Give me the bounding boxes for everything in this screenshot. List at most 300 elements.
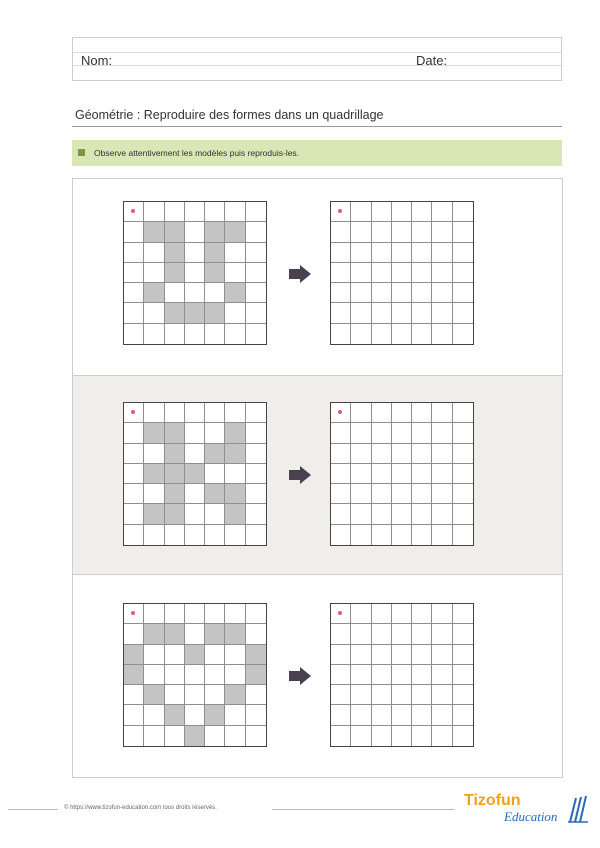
- grid-cell[interactable]: [453, 665, 473, 685]
- grid-cell: [185, 222, 205, 242]
- grid-cell-filled: [205, 243, 225, 263]
- grid-cell[interactable]: [372, 624, 392, 644]
- grid-cell: [185, 324, 205, 344]
- grid-cell-filled: [225, 444, 245, 464]
- grid-cell[interactable]: [412, 464, 432, 484]
- grid-cell: [246, 222, 266, 242]
- grid-cell[interactable]: [432, 665, 452, 685]
- grid-cell[interactable]: [453, 726, 473, 746]
- grid-cell[interactable]: [351, 645, 371, 665]
- grid-cell: [205, 403, 225, 423]
- grid-cell: [205, 464, 225, 484]
- grid-cell: [124, 243, 144, 263]
- grid-cell[interactable]: [331, 283, 351, 303]
- answer-grid-2[interactable]: [330, 402, 474, 546]
- grid-cell: [124, 685, 144, 705]
- grid-cell[interactable]: [351, 604, 371, 624]
- grid-cell: [246, 705, 266, 725]
- grid-cell[interactable]: [453, 685, 473, 705]
- grid-cell: [205, 324, 225, 344]
- grid-cell: [225, 464, 245, 484]
- grid-cell: [124, 283, 144, 303]
- grid-cell-filled: [165, 222, 185, 242]
- grid-cell[interactable]: [392, 504, 412, 524]
- grid-cell: [185, 283, 205, 303]
- grid-cell-filled: [165, 444, 185, 464]
- grid-cell[interactable]: [331, 243, 351, 263]
- grid-cell: [144, 604, 164, 624]
- grid-cell[interactable]: [412, 222, 432, 242]
- grid-cell[interactable]: [412, 202, 432, 222]
- grid-cell[interactable]: [453, 645, 473, 665]
- grid-cell[interactable]: [392, 624, 412, 644]
- grid-cell: [225, 645, 245, 665]
- grid-cell[interactable]: [372, 604, 392, 624]
- grid-cell[interactable]: [392, 705, 412, 725]
- grid-cell[interactable]: [432, 423, 452, 443]
- grid-cell[interactable]: [432, 525, 452, 545]
- grid-cell: [124, 263, 144, 283]
- grid-cell: [124, 222, 144, 242]
- grid-cell: [144, 484, 164, 504]
- bullet-square-icon: [78, 149, 85, 156]
- grid-cell[interactable]: [372, 504, 392, 524]
- grid-cell[interactable]: [392, 324, 412, 344]
- grid-cell[interactable]: [372, 324, 392, 344]
- grid-cell: [205, 504, 225, 524]
- grid-cell-filled: [225, 423, 245, 443]
- grid-cell[interactable]: [331, 504, 351, 524]
- grid-cell: [124, 525, 144, 545]
- grid-cell: [124, 464, 144, 484]
- grid-cell[interactable]: [351, 263, 371, 283]
- grid-cell[interactable]: [351, 464, 371, 484]
- grid-cell-filled: [165, 423, 185, 443]
- header-rule: [73, 65, 561, 66]
- arrow-right-icon: [289, 265, 311, 283]
- grid-cell: [165, 685, 185, 705]
- grid-cell[interactable]: [392, 222, 412, 242]
- grid-cell[interactable]: [412, 665, 432, 685]
- grid-cell[interactable]: [331, 263, 351, 283]
- grid-cell[interactable]: [432, 283, 452, 303]
- grid-cell[interactable]: [331, 222, 351, 242]
- grid-cell[interactable]: [412, 243, 432, 263]
- grid-cell-filled: [144, 423, 164, 443]
- grid-cell[interactable]: [372, 705, 392, 725]
- grid-cell[interactable]: [432, 685, 452, 705]
- grid-cell: [225, 263, 245, 283]
- grid-cell: [246, 685, 266, 705]
- footer-rule: [8, 809, 58, 810]
- grid-cell: [144, 726, 164, 746]
- grid-cell: [124, 604, 144, 624]
- grid-cell-filled: [205, 624, 225, 644]
- grid-cell[interactable]: [432, 202, 452, 222]
- grid-cell[interactable]: [432, 464, 452, 484]
- grid-cell: [246, 243, 266, 263]
- header-rule: [73, 52, 561, 53]
- grid-cell[interactable]: [372, 403, 392, 423]
- grid-cell: [124, 504, 144, 524]
- grid-cell-filled: [205, 484, 225, 504]
- grid-cell[interactable]: [351, 202, 371, 222]
- grid-cell[interactable]: [331, 324, 351, 344]
- grid-cell[interactable]: [351, 444, 371, 464]
- instruction-text: Observe attentivement les modèles puis reproduis-les.: [94, 148, 300, 158]
- grid-cell[interactable]: [392, 604, 412, 624]
- grid-cell-filled: [144, 464, 164, 484]
- grid-cell[interactable]: [412, 705, 432, 725]
- grid-cell[interactable]: [453, 484, 473, 504]
- name-label: Nom:: [81, 53, 113, 68]
- grid-cell-filled: [185, 464, 205, 484]
- grid-cell[interactable]: [453, 444, 473, 464]
- grid-cell[interactable]: [331, 484, 351, 504]
- grid-cell[interactable]: [351, 705, 371, 725]
- grid-cell-filled: [205, 444, 225, 464]
- grid-cell[interactable]: [392, 423, 412, 443]
- grid-cell-filled: [165, 303, 185, 323]
- grid-cell[interactable]: [392, 283, 412, 303]
- grid-cell: [124, 444, 144, 464]
- grid-cell[interactable]: [392, 525, 412, 545]
- grid-cell-filled: [225, 222, 245, 242]
- grid-cell: [185, 665, 205, 685]
- grid-cell-filled: [124, 665, 144, 685]
- grid-cell: [246, 604, 266, 624]
- arrow-right-icon: [289, 466, 311, 484]
- grid-cell[interactable]: [351, 624, 371, 644]
- grid-cell: [165, 283, 185, 303]
- grid-cell: [124, 303, 144, 323]
- grid-cell[interactable]: [453, 303, 473, 323]
- grid-cell[interactable]: [412, 403, 432, 423]
- grid-cell-filled: [225, 685, 245, 705]
- grid-cell: [225, 726, 245, 746]
- start-dot-icon: [131, 209, 135, 213]
- grid-cell[interactable]: [392, 665, 412, 685]
- grid-cell[interactable]: [432, 243, 452, 263]
- grid-cell-filled: [165, 705, 185, 725]
- grid-cell[interactable]: [453, 604, 473, 624]
- grid-cell: [225, 604, 245, 624]
- start-dot-icon: [338, 611, 342, 615]
- grid-cell: [144, 665, 164, 685]
- grid-cell: [124, 484, 144, 504]
- answer-grid-1[interactable]: [330, 201, 474, 345]
- grid-cell[interactable]: [412, 504, 432, 524]
- grid-cell: [185, 444, 205, 464]
- grid-cell[interactable]: [351, 324, 371, 344]
- grid-cell[interactable]: [372, 202, 392, 222]
- grid-cell[interactable]: [372, 525, 392, 545]
- start-dot-icon: [338, 209, 342, 213]
- grid-cell: [246, 423, 266, 443]
- grid-cell[interactable]: [432, 484, 452, 504]
- grid-cell: [185, 423, 205, 443]
- grid-cell: [144, 263, 164, 283]
- grid-cell[interactable]: [412, 645, 432, 665]
- grid-cell[interactable]: [432, 705, 452, 725]
- grid-cell: [144, 303, 164, 323]
- grid-cell: [144, 324, 164, 344]
- grid-cell[interactable]: [372, 444, 392, 464]
- copyright-text: © https://www.tizofun-education.com tous droits réservés.: [64, 805, 217, 811]
- grid-cell: [225, 243, 245, 263]
- grid-cell[interactable]: [432, 324, 452, 344]
- grid-cell[interactable]: [412, 685, 432, 705]
- grid-cell-filled: [225, 283, 245, 303]
- grid-cell[interactable]: [351, 243, 371, 263]
- grid-cell: [144, 243, 164, 263]
- grid-cell[interactable]: [453, 504, 473, 524]
- grid-cell[interactable]: [412, 525, 432, 545]
- grid-cell[interactable]: [331, 665, 351, 685]
- grid-cell[interactable]: [412, 303, 432, 323]
- grid-cell[interactable]: [432, 645, 452, 665]
- grid-cell[interactable]: [453, 705, 473, 725]
- grid-cell[interactable]: [351, 423, 371, 443]
- grid-cell[interactable]: [351, 283, 371, 303]
- grid-cell-filled: [124, 645, 144, 665]
- grid-cell-filled: [185, 303, 205, 323]
- grid-cell[interactable]: [372, 685, 392, 705]
- arrow-right-icon: [289, 667, 311, 685]
- footer-rule: [272, 809, 454, 810]
- grid-cell[interactable]: [392, 303, 412, 323]
- grid-cell: [225, 665, 245, 685]
- start-dot-icon: [131, 611, 135, 615]
- grid-cell[interactable]: [392, 726, 412, 746]
- grid-cell-filled: [205, 705, 225, 725]
- grid-cell[interactable]: [392, 263, 412, 283]
- grid-cell: [185, 243, 205, 263]
- grid-cell-filled: [205, 303, 225, 323]
- grid-cell-filled: [246, 665, 266, 685]
- grid-cell-filled: [144, 504, 164, 524]
- title-rule: [72, 126, 562, 127]
- grid-cell[interactable]: [392, 444, 412, 464]
- grid-cell[interactable]: [432, 726, 452, 746]
- grid-cell[interactable]: [432, 222, 452, 242]
- grid-cell: [205, 283, 225, 303]
- instruction-banner: [72, 140, 562, 166]
- answer-grid-3[interactable]: [330, 603, 474, 747]
- grid-cell-filled: [144, 624, 164, 644]
- grid-cell[interactable]: [372, 243, 392, 263]
- grid-cell[interactable]: [331, 403, 351, 423]
- grid-cell[interactable]: [412, 324, 432, 344]
- grid-cell: [185, 263, 205, 283]
- grid-cell[interactable]: [372, 423, 392, 443]
- logo-word-tizofun: Tizofun: [464, 792, 521, 809]
- header-box: [72, 37, 562, 81]
- grid-cell[interactable]: [331, 444, 351, 464]
- grid-cell: [144, 525, 164, 545]
- grid-cell[interactable]: [453, 263, 473, 283]
- grid-cell: [165, 324, 185, 344]
- grid-cell[interactable]: [351, 403, 371, 423]
- grid-cell[interactable]: [412, 444, 432, 464]
- start-dot-icon: [338, 410, 342, 414]
- grid-cell-filled: [144, 283, 164, 303]
- grid-cell: [246, 726, 266, 746]
- grid-cell: [205, 202, 225, 222]
- grid-cell[interactable]: [331, 202, 351, 222]
- grid-cell: [246, 504, 266, 524]
- grid-cell[interactable]: [432, 624, 452, 644]
- grid-cell: [205, 604, 225, 624]
- grid-cell[interactable]: [392, 202, 412, 222]
- grid-cell[interactable]: [351, 222, 371, 242]
- grid-cell: [205, 525, 225, 545]
- grid-cell-filled: [246, 645, 266, 665]
- grid-cell[interactable]: [432, 604, 452, 624]
- grid-cell[interactable]: [412, 283, 432, 303]
- model-grid-2: [123, 402, 267, 546]
- books-icon: [566, 794, 590, 824]
- grid-cell[interactable]: [392, 464, 412, 484]
- grid-cell: [205, 423, 225, 443]
- grid-cell: [124, 202, 144, 222]
- grid-cell[interactable]: [392, 243, 412, 263]
- grid-cell: [144, 705, 164, 725]
- grid-cell[interactable]: [372, 665, 392, 685]
- grid-cell[interactable]: [412, 726, 432, 746]
- grid-cell: [124, 726, 144, 746]
- grid-cell[interactable]: [412, 624, 432, 644]
- grid-cell[interactable]: [392, 484, 412, 504]
- grid-cell[interactable]: [331, 645, 351, 665]
- grid-cell[interactable]: [392, 403, 412, 423]
- grid-cell[interactable]: [453, 222, 473, 242]
- grid-cell: [124, 403, 144, 423]
- grid-cell[interactable]: [453, 624, 473, 644]
- grid-cell[interactable]: [331, 423, 351, 443]
- grid-cell-filled: [165, 484, 185, 504]
- grid-cell: [225, 324, 245, 344]
- grid-cell[interactable]: [453, 202, 473, 222]
- grid-cell: [124, 423, 144, 443]
- grid-cell: [246, 624, 266, 644]
- grid-cell[interactable]: [331, 726, 351, 746]
- grid-cell[interactable]: [372, 726, 392, 746]
- grid-cell-filled: [185, 726, 205, 746]
- grid-cell-filled: [165, 243, 185, 263]
- grid-cell: [225, 705, 245, 725]
- grid-cell-filled: [185, 645, 205, 665]
- grid-cell: [246, 202, 266, 222]
- grid-cell[interactable]: [453, 423, 473, 443]
- logo-word-education: Education: [504, 809, 558, 824]
- grid-cell[interactable]: [351, 303, 371, 323]
- grid-cell: [246, 484, 266, 504]
- grid-cell-filled: [165, 504, 185, 524]
- grid-cell[interactable]: [372, 283, 392, 303]
- grid-cell[interactable]: [331, 604, 351, 624]
- grid-cell[interactable]: [412, 484, 432, 504]
- grid-cell: [205, 726, 225, 746]
- grid-cell: [246, 464, 266, 484]
- grid-cell: [185, 604, 205, 624]
- grid-cell[interactable]: [331, 705, 351, 725]
- grid-cell[interactable]: [372, 303, 392, 323]
- grid-cell-filled: [144, 222, 164, 242]
- grid-cell: [144, 444, 164, 464]
- grid-cell[interactable]: [372, 263, 392, 283]
- grid-cell[interactable]: [351, 504, 371, 524]
- grid-cell: [185, 484, 205, 504]
- grid-cell[interactable]: [351, 685, 371, 705]
- grid-cell[interactable]: [432, 504, 452, 524]
- grid-cell[interactable]: [453, 525, 473, 545]
- grid-cell[interactable]: [372, 464, 392, 484]
- grid-cell-filled: [205, 222, 225, 242]
- model-grid-1: [123, 201, 267, 345]
- date-label: Date:: [416, 53, 448, 68]
- grid-cell-filled: [165, 263, 185, 283]
- grid-cell[interactable]: [412, 604, 432, 624]
- tizofun-logo: [458, 792, 590, 832]
- grid-cell[interactable]: [453, 243, 473, 263]
- grid-cell[interactable]: [432, 303, 452, 323]
- page-title: Géométrie : Reproduire des formes dans un quadrillage: [75, 108, 384, 122]
- grid-cell: [124, 705, 144, 725]
- grid-cell[interactable]: [453, 283, 473, 303]
- grid-cell[interactable]: [453, 324, 473, 344]
- grid-cell[interactable]: [453, 464, 473, 484]
- grid-cell[interactable]: [351, 525, 371, 545]
- grid-cell: [165, 202, 185, 222]
- grid-cell[interactable]: [372, 222, 392, 242]
- grid-cell[interactable]: [412, 423, 432, 443]
- grid-cell-filled: [165, 624, 185, 644]
- grid-cell: [185, 685, 205, 705]
- grid-cell[interactable]: [392, 645, 412, 665]
- start-dot-icon: [131, 410, 135, 414]
- grid-cell[interactable]: [351, 484, 371, 504]
- grid-cell-filled: [225, 624, 245, 644]
- grid-cell: [165, 525, 185, 545]
- grid-cell[interactable]: [372, 484, 392, 504]
- grid-cell: [246, 403, 266, 423]
- grid-cell[interactable]: [331, 685, 351, 705]
- grid-cell: [225, 525, 245, 545]
- grid-cell[interactable]: [351, 726, 371, 746]
- grid-cell[interactable]: [331, 303, 351, 323]
- model-grid-3: [123, 603, 267, 747]
- grid-cell-filled: [225, 484, 245, 504]
- grid-cell: [124, 324, 144, 344]
- grid-cell: [225, 403, 245, 423]
- grid-cell[interactable]: [331, 464, 351, 484]
- grid-cell: [205, 665, 225, 685]
- grid-cell[interactable]: [351, 665, 371, 685]
- grid-cell[interactable]: [432, 263, 452, 283]
- grid-cell[interactable]: [432, 444, 452, 464]
- grid-cell[interactable]: [331, 624, 351, 644]
- grid-cell[interactable]: [412, 263, 432, 283]
- grid-cell[interactable]: [432, 403, 452, 423]
- grid-cell: [205, 645, 225, 665]
- grid-cell: [144, 403, 164, 423]
- grid-cell[interactable]: [392, 685, 412, 705]
- grid-cell[interactable]: [453, 403, 473, 423]
- grid-cell[interactable]: [372, 645, 392, 665]
- grid-cell-filled: [144, 685, 164, 705]
- grid-cell[interactable]: [331, 525, 351, 545]
